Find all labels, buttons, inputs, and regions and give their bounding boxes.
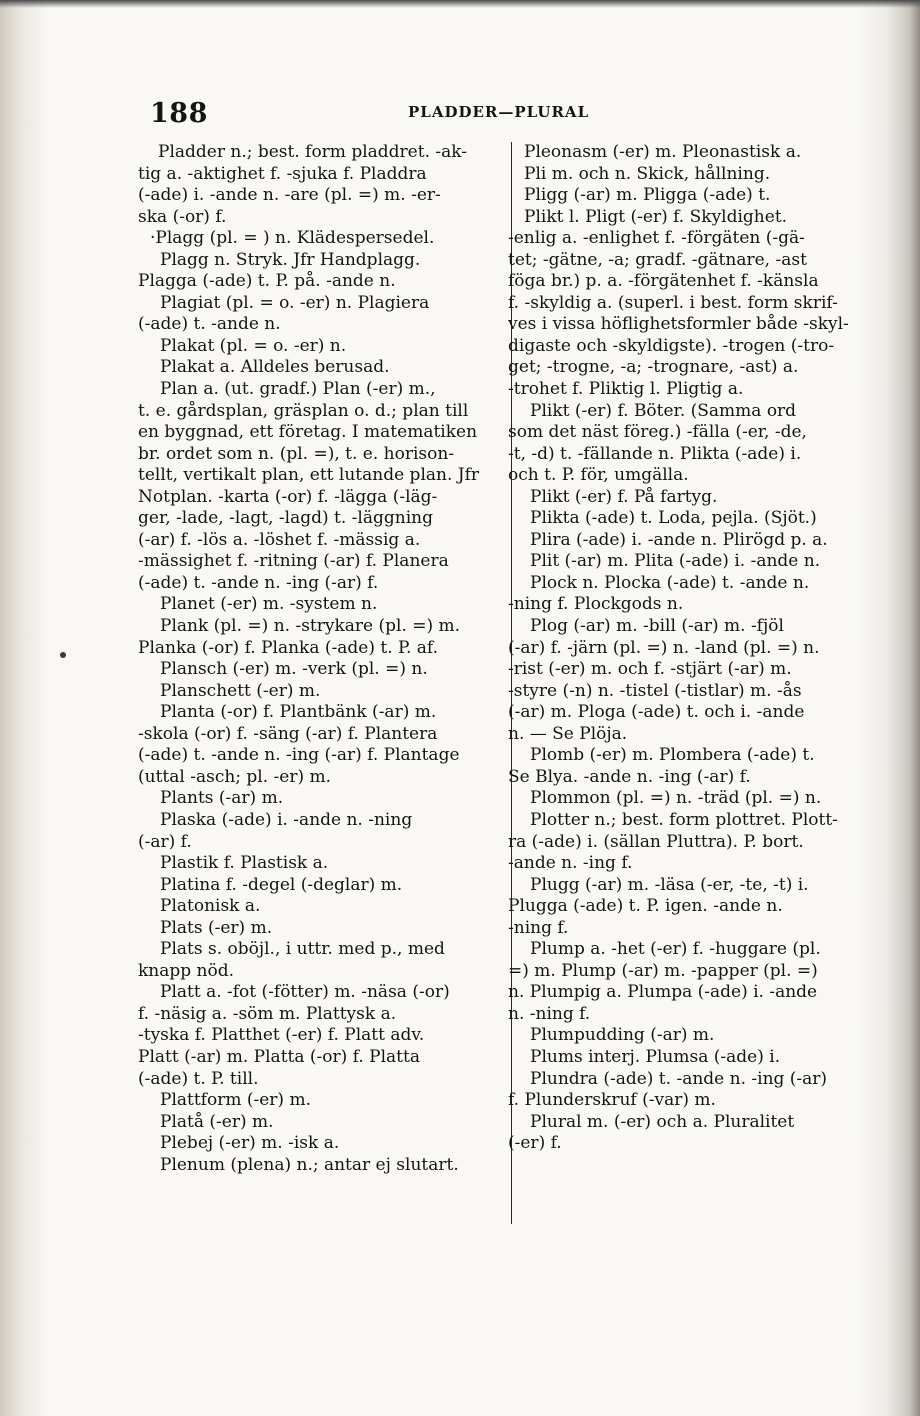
- text-line: (-ar) f. -järn (pl. =) n. -land (pl. =) n.: [508, 637, 820, 658]
- text-line: br. ordet som n. (pl. =), t. e. horison-: [138, 443, 455, 464]
- text-line: knapp nöd.: [138, 960, 235, 981]
- text-line: Plugga (-ade) t. P. igen. -ande n.: [508, 896, 783, 917]
- text-line: en byggnad, ett företag. I matematiken: [138, 422, 478, 443]
- text-line: get; -trogne, -a; -trognare, -ast) a.: [508, 357, 799, 378]
- text-line: Plommon (pl. =) n. -träd (pl. =) n.: [530, 788, 822, 809]
- text-line: Plakat (pl. = o. -er) n.: [160, 335, 347, 356]
- text-line: Platina f. -degel (-deglar) m.: [160, 874, 403, 895]
- text-line: Plagiat (pl. = o. -er) n. Plagiera: [160, 292, 430, 313]
- running-head: PLADDER—PLURAL: [408, 103, 590, 121]
- text-line: -mässighet f. -ritning (-ar) f. Planera: [138, 551, 449, 572]
- text-line: Planta (-or) f. Plantbänk (-ar) m.: [160, 702, 437, 723]
- text-line: tig a. -aktighet f. -sjuka f. Pladdra: [138, 163, 427, 184]
- text-line: (-ade) t. -ande n. -ing (-ar) f. Plantage: [138, 745, 460, 766]
- text-line: -enlig a. -enlighet f. -förgäten (-gä-: [508, 228, 805, 249]
- text-line: Plomb (-er) m. Plombera (-ade) t.: [530, 745, 815, 766]
- text-line: Plank (pl. =) n. -strykare (pl. =) m.: [160, 616, 461, 637]
- text-line: -t, -d) t. -fällande n. Plikta (-ade) i.: [508, 443, 802, 464]
- text-line: Planka (-or) f. Planka (-ade) t. P. af.: [138, 637, 439, 658]
- text-line: Plundra (-ade) t. -ande n. -ing (-ar): [530, 1068, 828, 1089]
- text-line: Plants (-ar) m.: [160, 788, 284, 809]
- text-line: f. -näsig a. -söm m. Plattysk a.: [138, 1003, 397, 1024]
- text-line: (-ade) t. -ande n.: [138, 314, 281, 335]
- text-line: n. -ning f.: [508, 1003, 591, 1024]
- text-line: Pleonasm (-er) m. Pleonastisk a.: [524, 142, 802, 162]
- text-line: Plikta (-ade) t. Loda, pejla. (Sjöt.): [530, 508, 817, 529]
- text-line: ska (-or) f.: [138, 206, 227, 227]
- text-line: ·Plagg (pl. = ) n. Klädespersedel.: [150, 228, 435, 249]
- text-line: Plattform (-er) m.: [160, 1090, 311, 1111]
- text-line: föga br.) p. a. -förgätenhet f. -känsla: [508, 271, 819, 292]
- text-line: Plikt l. Pligt (-er) f. Skyldighet.: [524, 206, 788, 227]
- text-line: tet; -gätne, -a; gradf. -gätnare, -ast: [508, 249, 807, 270]
- text-line: f. Plunderskruf (-var) m.: [508, 1090, 716, 1111]
- text-line: (-ade) t. -ande n. -ing (-ar) f.: [138, 572, 379, 593]
- text-line: (-ar) m. Ploga (-ade) t. och i. -ande: [508, 702, 805, 723]
- text-line: (-ade) i. -ande n. -are (pl. =) m. -er-: [138, 185, 441, 206]
- text-line: Platt (-ar) m. Platta (-or) f. Platta: [138, 1046, 420, 1067]
- text-line: Plumpudding (-ar) m.: [530, 1025, 715, 1046]
- text-line: (-er) f.: [508, 1133, 562, 1154]
- text-line: -ning f. Plockgods n.: [508, 594, 684, 615]
- text-line: (-ar) f. -lös a. -löshet f. -mässig a.: [138, 529, 421, 550]
- text-line: =) m. Plump (-ar) m. -papper (pl. =): [508, 960, 818, 981]
- text-line: Planschett (-er) m.: [160, 680, 321, 701]
- text-line: Plikt (-er) f. Böter. (Samma ord: [530, 400, 797, 421]
- text-line: Plural m. (-er) och a. Pluralitet: [530, 1111, 795, 1132]
- text-line: Plaska (-ade) i. -ande n. -ning: [160, 809, 413, 830]
- text-line: (-ar) f.: [138, 831, 192, 852]
- top-scan-edge: [0, 0, 920, 8]
- spine-shadow: [0, 0, 48, 1416]
- margin-mark: [60, 652, 66, 658]
- text-line: Se Blya. -ande n. -ing (-ar) f.: [508, 766, 751, 787]
- text-line: Plira (-ade) i. -ande n. Plirögd p. a.: [530, 529, 828, 550]
- text-line: -ande n. -ing f.: [508, 853, 633, 874]
- text-line: som det näst föreg.) -fälla (-er, -de,: [508, 422, 807, 443]
- text-line: n. Plumpig a. Plumpa (-ade) i. -ande: [508, 982, 818, 1003]
- text-line: Pli m. och n. Skick, hållning.: [524, 163, 771, 184]
- left-column: [138, 142, 503, 1176]
- text-line: Plats (-er) m.: [160, 917, 273, 938]
- text-line: Plock n. Plocka (-ade) t. -ande n.: [530, 572, 810, 593]
- text-line: Plit (-ar) m. Plita (-ade) i. -ande n.: [530, 551, 821, 572]
- text-line: och t. P. för, umgälla.: [508, 465, 689, 486]
- text-line: -styre (-n) n. -tistel (-tistlar) m. -ås: [508, 680, 802, 701]
- text-line: Plums interj. Plumsa (-ade) i.: [530, 1046, 781, 1067]
- text-line: Plump a. -het (-er) f. -huggare (pl.: [530, 939, 821, 960]
- text-line: n. — Se Plöja.: [508, 723, 628, 744]
- text-line: Pligg (-ar) m. Pligga (-ade) t.: [524, 185, 771, 206]
- text-line: Plikt (-er) f. På fartyg.: [530, 486, 718, 507]
- text-line: Platå (-er) m.: [160, 1111, 274, 1132]
- text-line: f. -skyldig a. (superl. i best. form skrif-: [508, 292, 838, 313]
- text-line: Plebej (-er) m. -isk a.: [160, 1133, 340, 1154]
- text-line: Plakat a. Alldeles berusad.: [160, 357, 390, 378]
- page-number: 188: [150, 98, 208, 129]
- text-line: Plansch (-er) m. -verk (pl. =) n.: [160, 659, 428, 680]
- text-line: (uttal -asch; pl. -er) m.: [138, 766, 332, 787]
- text-line: -trohet f. Pliktig l. Pligtig a.: [508, 379, 744, 400]
- text-line: digaste och -skyldigste). -trogen (-tro-: [508, 335, 835, 356]
- text-line: -skola (-or) f. -säng (-ar) f. Plantera: [138, 723, 438, 744]
- text-line: Platonisk a.: [160, 896, 261, 917]
- text-line: Pladder n.; best. form pladdret. -ak-: [158, 142, 468, 162]
- text-line: Plenum (plena) n.; antar ej slutart.: [160, 1154, 459, 1175]
- text-line: Plugg (-ar) m. -läsa (-er, -te, -t) i.: [530, 874, 809, 895]
- text-line: -rist (-er) m. och f. -stjärt (-ar) m.: [508, 659, 792, 680]
- text-line: (-ade) t. P. till.: [138, 1068, 259, 1089]
- text-line: ves i vissa höflighetsformler både -skyl-: [508, 314, 849, 335]
- right-column: [508, 142, 866, 1155]
- text-line: Plastik f. Plastisk a.: [160, 853, 329, 874]
- text-line: -ning f.: [508, 917, 569, 938]
- text-line: Plagga (-ade) t. P. på. -ande n.: [138, 271, 396, 292]
- text-line: -tyska f. Platthet (-er) f. Platt adv.: [138, 1025, 425, 1046]
- text-line: Notplan. -karta (-or) f. -lägga (-läg-: [138, 486, 438, 507]
- text-line: ra (-ade) i. (sällan Pluttra). P. bort.: [508, 831, 804, 852]
- text-line: tellt, vertikalt plan, ett lutande plan. Jfr: [138, 465, 480, 486]
- text-line: Plats s. oböjl., i uttr. med p., med: [160, 939, 445, 960]
- text-line: t. e. gårdsplan, gräsplan o. d.; plan till: [138, 400, 469, 421]
- text-line: ger, -lade, -lagt, -lagd) t. -läggning: [138, 508, 433, 529]
- text-line: Planet (-er) m. -system n.: [160, 594, 378, 615]
- text-line: Plan a. (ut. gradf.) Plan (-er) m.,: [160, 379, 436, 400]
- text-line: Plagg n. Stryk. Jfr Handplagg.: [160, 249, 421, 270]
- page-edge-shadow: [860, 0, 920, 1416]
- text-line: Platt a. -fot (-fötter) m. -näsa (-or): [160, 982, 450, 1003]
- text-line: Plog (-ar) m. -bill (-ar) m. -fjöl: [530, 616, 784, 637]
- text-line: Plotter n.; best. form plottret. Plott-: [530, 809, 838, 830]
